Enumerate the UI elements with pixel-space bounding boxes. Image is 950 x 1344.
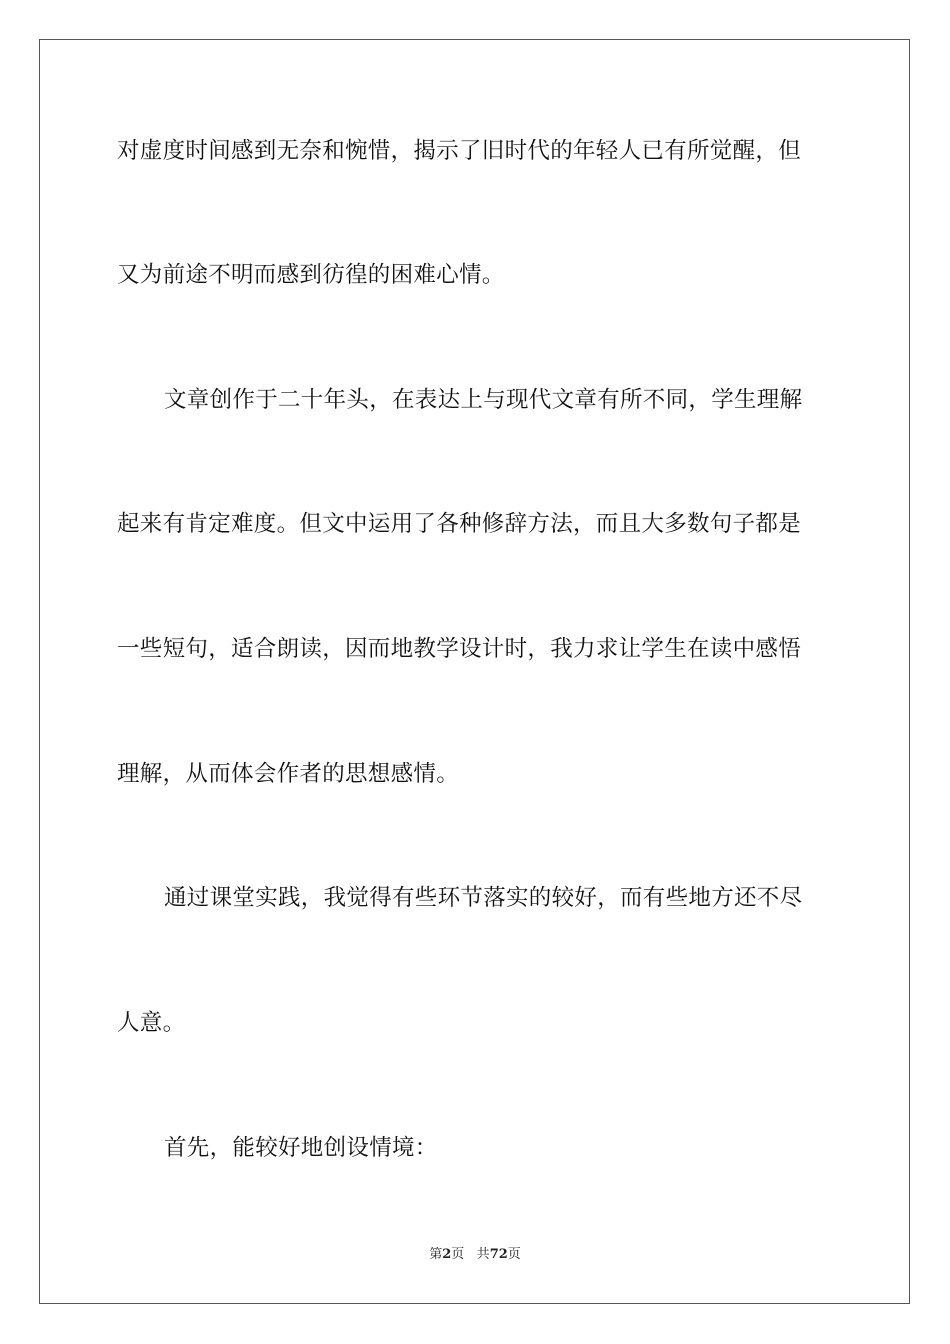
paragraph-line-1: 对虚度时间感到无奈和惋惜，揭示了旧时代的年轻人已有所觉醒，但 [117,138,802,164]
paragraph-line-7: 通过课堂实践，我觉得有些环节落实的较好，而有些地方还不尽 [164,885,803,911]
footer-page-number: 2 [442,1247,452,1262]
page-footer [0,1247,950,1263]
paragraph-line-6: 理解，从而体会作者的思想感情。 [117,761,460,787]
paragraph-line-9: 首先，能较好地创设情境： [164,1135,438,1161]
footer-page-suffix: 页 [451,1247,465,1262]
paragraph-line-3: 文章创作于二十年头，在表达上与现代文章有所不同，学生理解 [164,387,803,413]
footer-page-prefix: 第 [429,1247,443,1262]
paragraph-line-4: 起来有肯定难度。但文中运用了各种修辞方法，而且大多数句子都是 [117,511,802,537]
paragraph-line-5: 一些短句，适合朗读，因而地教学设计时，我力求让学生在读中感悟 [117,636,802,662]
paragraph-line-8: 人意。 [117,1010,186,1036]
footer-total-suffix: 页 [507,1247,521,1262]
paragraph-line-2: 又为前途不明而感到彷徨的困难心情。 [117,262,505,288]
footer-total-prefix: 共 [476,1247,490,1262]
page-frame [39,39,910,1304]
footer-total-pages: 72 [489,1247,508,1262]
